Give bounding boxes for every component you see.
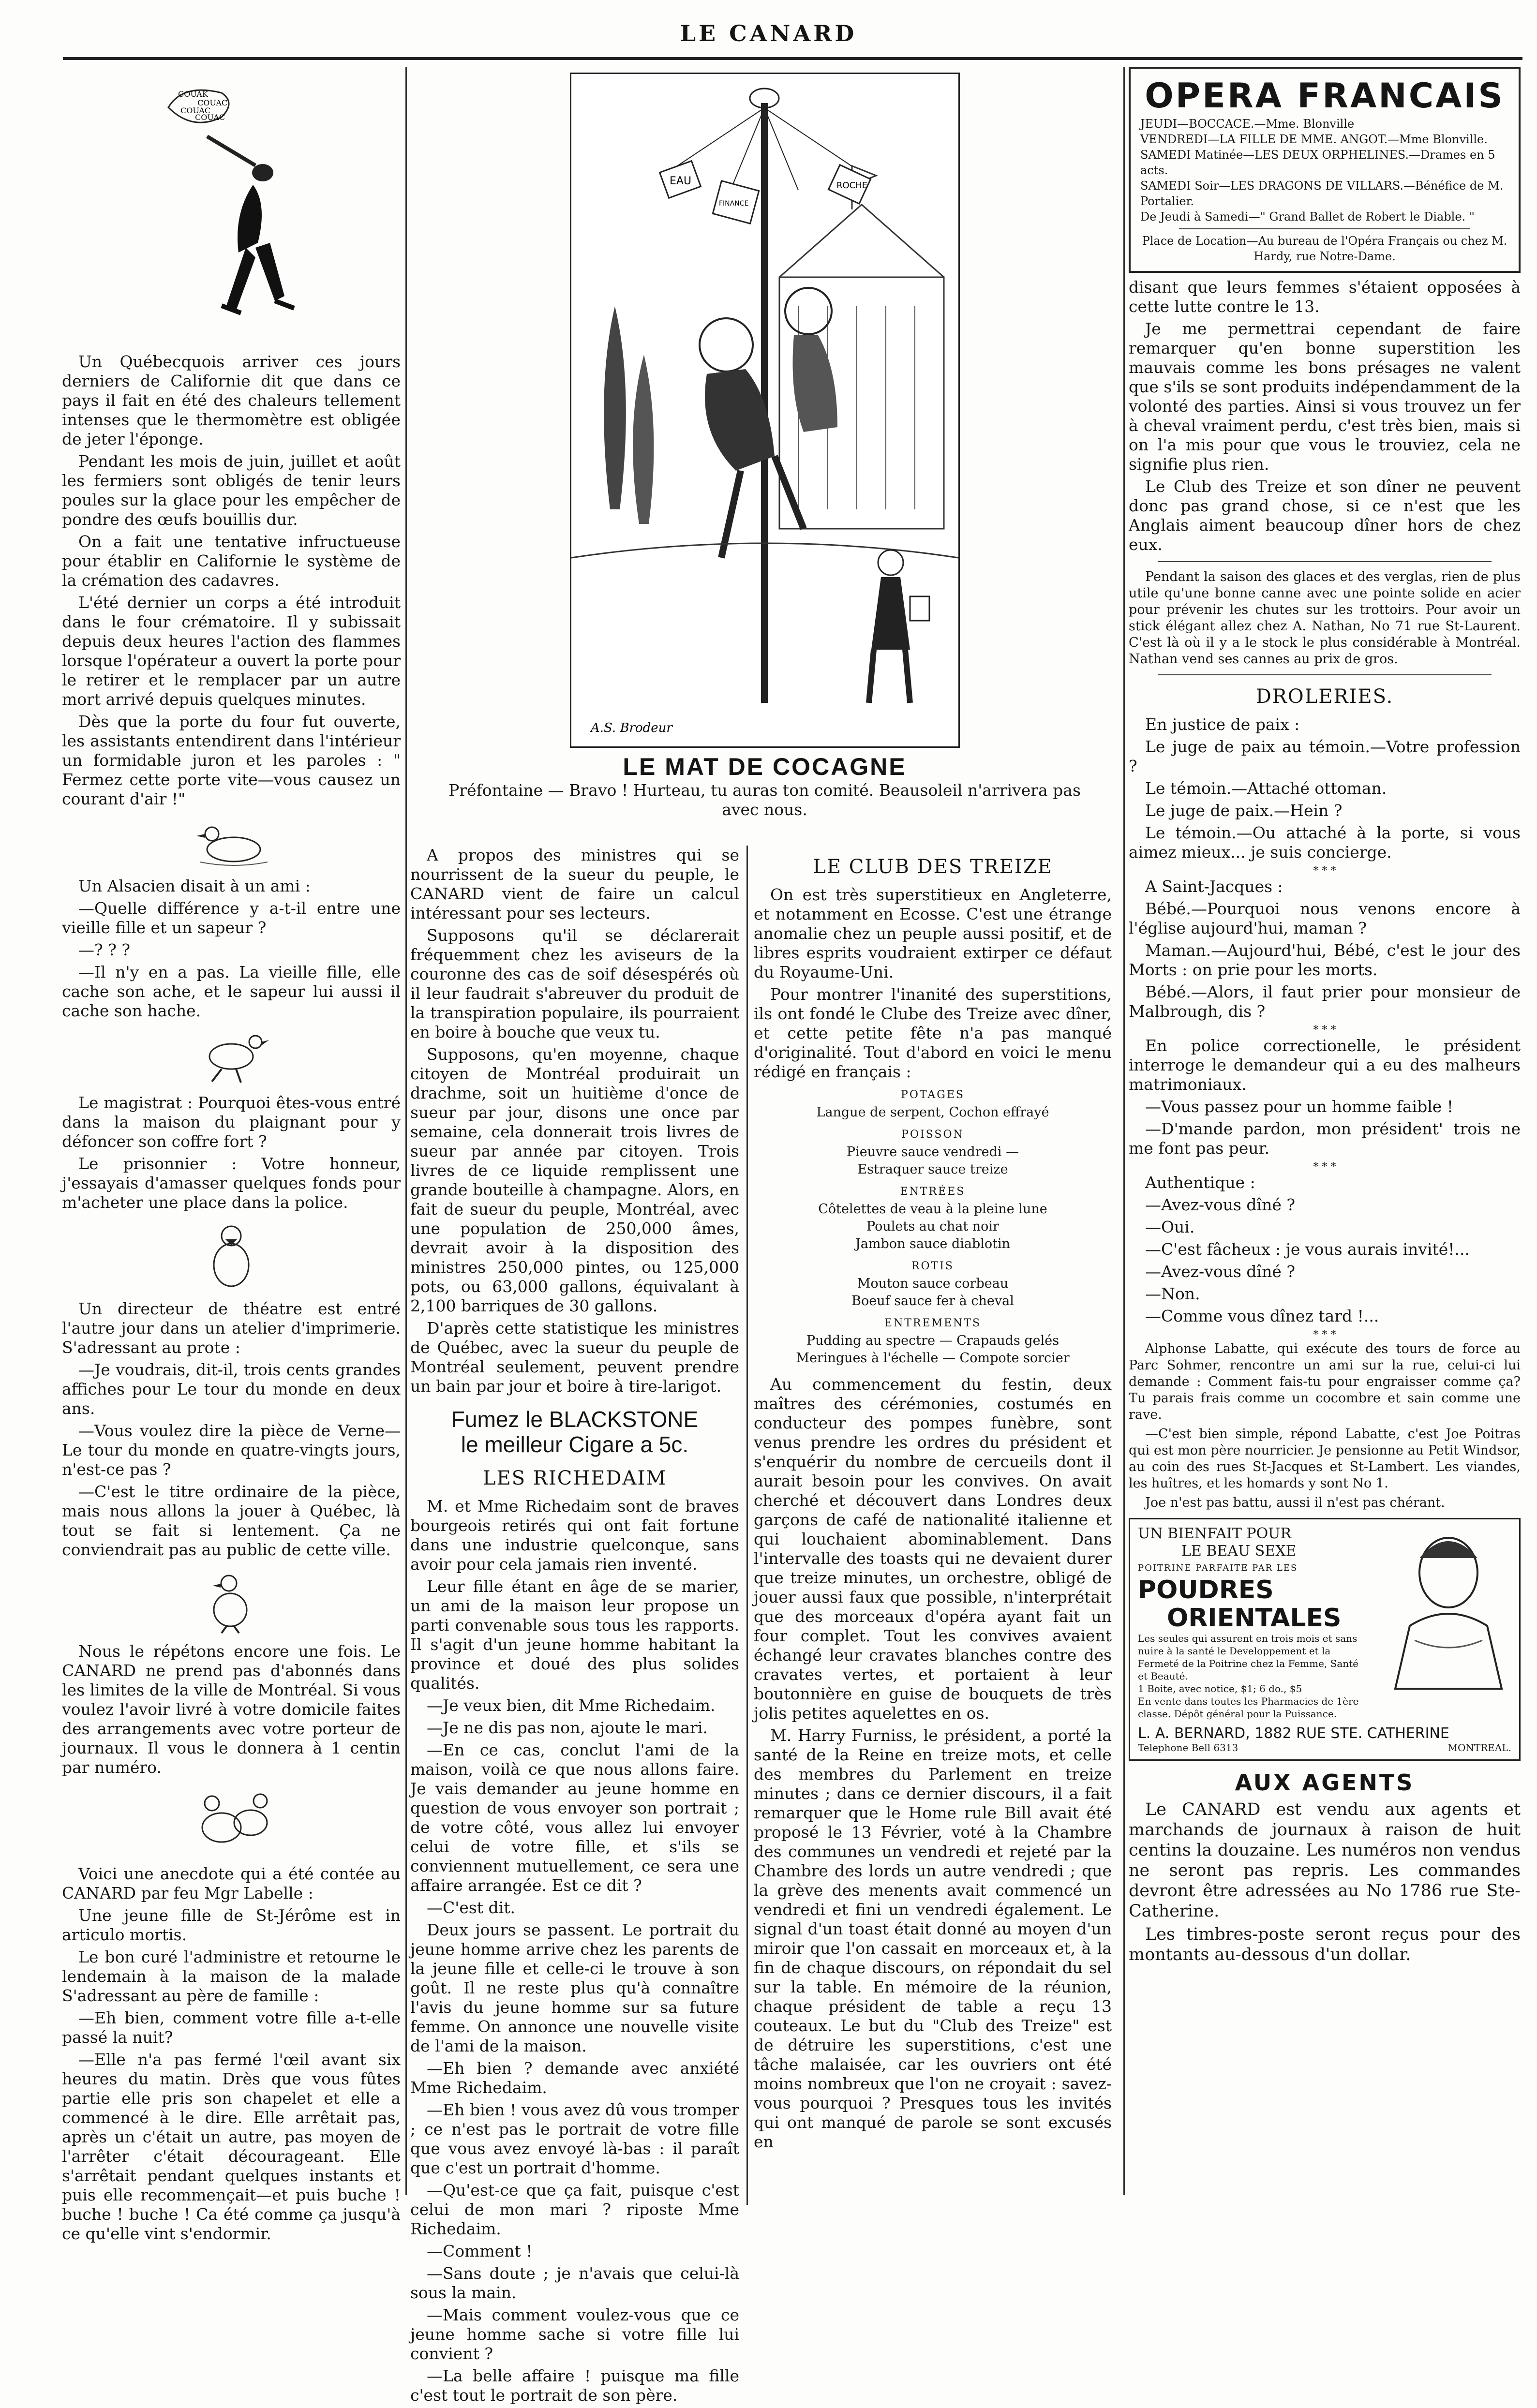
center-left-subcolumn <box>410 846 739 2408</box>
masthead-title: LE CANARD <box>680 20 857 46</box>
joke-line: Le juge de paix.—Hein ? <box>1145 801 1343 820</box>
cartoon-title: LE MAT DE COCAGNE <box>623 753 907 780</box>
joke-line: —C'est fâcheux : je vous aurais invité!... <box>1145 1240 1470 1259</box>
menu-item: Pieuvre sauce vendredi — <box>846 1145 1019 1159</box>
paragraph: —Je veux bien, dit Mme Richedaim. <box>427 1696 716 1715</box>
menu-category: ENTREMENTS <box>884 1317 982 1329</box>
paragraph: Les timbres-poste seront reçus pour des montants au-dessous d'un dollar. <box>1129 1925 1521 1964</box>
ad-city: MONTREAL. <box>1447 1742 1511 1754</box>
club-treize-title: LE CLUB DES TREIZE <box>813 856 1053 878</box>
paragraph: Deux jours se passent. Le portrait du jeune homme arrive chez les parents de la jeune fille et celle-ci le trouve à son goût. Il ne reste plus qu'à connaître l'avis du jeune homme sur sa future femme. On annonce une nouvelle visite de l'ami de la maison. <box>410 1920 739 2055</box>
paragraph: Dès que la porte du four fut ouverte, les assistants entendirent dans l'intérieur un formidable juron et les paroles : " Fermez cette porte vite—vous causez un courant d'air !" <box>62 712 401 808</box>
paragraph: D'après cette statistique les ministres de Québec, avec la sueur du peuple de Montréal seulement, peuvent prendre un bain par jour et boire à tire-larigot. <box>410 1319 739 1396</box>
ad-price: 1 Boite, avec notice, $1; 6 do., $5 <box>1138 1683 1302 1695</box>
poudres-orientales-ad <box>1129 1518 1521 1761</box>
opera-francais-ad <box>1129 67 1521 273</box>
paragraph: Supposons, qu'en moyenne, chaque citoyen de Montréal produirait un drachme, soit un huitième d'once de sueur par jour, disons une once par semaine, cela donnerait trois livres de sueur par année par citoyen. Trois livres de ce liquide remplissent une grande bouteille à champagne. Alors, en fait de sueur du peuple, Montréal, avec une population de 250,000 âmes, devrait avoir à la disposition des ministres 250,000 pintes, ou 125,000 pots, ou 63,000 gallons, équivalant à 2,100 barriques de 30 gallons. <box>410 1045 739 1315</box>
paragraph: L'été dernier un corps a été introduit dans le four crématoire. Il y subissait depuis deux heures l'action des flammes lorsque l'opérateur a ouvert la porte pour le retirer et le remplacer par un autre mort arrivé depuis quelques minutes. <box>62 593 401 709</box>
cartoon-caption: Préfontaine — Bravo ! Hurteau, tu auras ton comité. Beausoleil n'arrivera pas avec nous. <box>448 781 1081 819</box>
menu-item: Pudding au spectre — Crapauds gelés <box>806 1333 1059 1348</box>
ad-product: ORIENTALES <box>1167 1604 1342 1633</box>
ad-sold: En vente dans toutes les Pharmacies de 1ère classe. Dépôt général pour la Puissance. <box>1138 1695 1359 1720</box>
sound-label: COUAK <box>178 89 208 99</box>
top-rule <box>63 57 1522 60</box>
paragraph: —Qu'est-ce que ça fait, puisque c'est celui de mon mari ? riposte Mme Richedaim. <box>410 2181 739 2238</box>
trumpeter-illustration <box>149 74 313 344</box>
menu-item: Langue de serpent, Cochon effrayé <box>816 1105 1049 1120</box>
joke-line: —Avez-vous dîné ? <box>1145 1195 1296 1214</box>
paragraph: Le Club des Treize et son dîner ne peuvent donc pas grand chose, si ce n'est que les Anglais aiment beaucoup dîner hors de chez eux. <box>1129 477 1521 554</box>
paragraph: Un directeur de théatre est entré l'autre jour dans un atelier d'imprimerie. S'adressant au prote : <box>62 1299 401 1357</box>
aux-agents-title: AUX AGENTS <box>1235 1769 1415 1796</box>
sound-label: COUAC <box>197 98 228 107</box>
joke-line: Bébé.—Pourquoi nous venons encore à l'église aujourd'hui, maman ? <box>1129 899 1521 937</box>
opera-line: VENDREDI—LA FILLE DE MME. ANGOT.—Mme Blonville. <box>1140 133 1488 146</box>
paragraph: Supposons qu'il se déclarerait fréquemment chez les aviseurs de la couronne des cas de soif désespérés où il leur faudrait s'abreuver du produit de la transpiration populaire, ils pourraient en boire à bouche que veux tu. <box>410 926 739 1041</box>
menu-item: Mouton sauce corbeau <box>857 1276 1009 1291</box>
paragraph: Le CANARD est vendu aux agents et marchands de journaux à raison de huit centins la douzaine. Les numéros non vendus ne seront pas repris. Les commandes devront être adressées au No 1786 rue Ste-Catherine. <box>1129 1800 1521 1921</box>
paragraph: Le bon curé l'administre et retourne le lendemain à la maison de la malade S'adressant au père de famille : <box>62 1947 401 2005</box>
paragraph: —Comment ! <box>427 2242 533 2260</box>
paragraph: —Elle n'a pas fermé l'œil avant six heures du matin. Drès que vous fûtes partie elle pris son chapelet et elle a commencé à le dire. Elle arrêtait pas, après un c'était un autre, pas moyen de l'arrêter c'était décourageant. Elle s'arrêtait pendant quelques instants et puis elle recommençait—et puis buche ! buche ! buche ! Ca été comme ça jusqu'à ce qu'elle vint s'endormir. <box>62 2050 401 2243</box>
paragraph: —La belle affaire ! puisque ma fille c'est tout le portrait de son père. <box>410 2366 739 2405</box>
duck-running-icon <box>193 1027 270 1085</box>
opera-line: JEUDI—BOCCACE.—Mme. Blonville <box>1140 117 1355 131</box>
duck-front-icon <box>202 1219 260 1292</box>
nathan-ad: Pendant la saison des glaces et des verglas, rien de plus utile qu'une bonne canne avec une pointe solide en acier pour prévenir les chutes sur les trottoirs. Pour avoir un stick élégant allez chez A. Nathan, No 71 rue St-Laurent. C'est là où il y a le stock le plus considérable à Montréal. Nathan vend ses cannes au prix de gros. <box>1129 569 1521 667</box>
opera-line: De Jeudi à Samedi—" Grand Ballet de Robert le Diable. " <box>1140 210 1475 223</box>
labatte-ad: —C'est bien simple, répond Labatte, c'est Joe Poitras qui est mon père nourricier. Je pensionne au Petit Windsor, au coin des rues St-Jacques et St-Lambert. Les viandes, les huîtres, et les homards y sont No 1. <box>1129 1427 1521 1491</box>
opera-title: OPERA FRANCAIS <box>1145 76 1505 116</box>
sound-label: COUAC <box>180 106 211 115</box>
joke-line: Le juge de paix au témoin.—Votre profession ? <box>1129 737 1521 775</box>
paragraph: —Eh bien ! vous avez dû vous tromper ; ce n'est pas le portrait de votre fille que vous avez envoyé là-bas : il paraît que c'est un portrait d'homme. <box>410 2100 739 2177</box>
paragraph: Le prisonnier : Votre honneur, j'essayais d'amasser quelques fonds pour m'acheter une place dans la police. <box>62 1154 401 1212</box>
paragraph: Un Québecquois arriver ces jours derniers de Californie dit que dans ce pays il fait en été des chaleurs tellement intenses que le thermomètre est obligée de jeter l'éponge. <box>62 352 401 448</box>
joke-line: En police correctionelle, le président interroge le demandeur qui a eu des malheurs matrimoniaux. <box>1129 1036 1521 1094</box>
duck-standing-icon <box>202 1566 260 1634</box>
paragraph: —Quelle différence y a-t-il entre une vieille fille et un sapeur ? <box>62 899 401 937</box>
paragraph: —C'est dit. <box>427 1898 515 1917</box>
paragraph: Au commencement du festin, deux maîtres des cérémonies, costumés en conducteur des pompes funèbre, sont venus prendre les ordres du président et s'enquérir du nombre de cercueils dont il aurait besoin pour les convives. On avait cherché et découvert dans Londres deux garçons de café de nationalité italienne et qui louchaient abominablement. Dans l'intervalle des toasts qui ne devaient durer que treize minutes, un orchestre, obligé de jouer aussi faux que possible, n'interprétait que des morceaux d'opéra ayant fait un four complet. Tout les convives avaient échangé leur cravates blanches contre des cravates vertes, et portaient à leur boutonnière en guise de bouquets de très jolis petites aquelettes en os. <box>754 1375 1112 1723</box>
opera-line: SAMEDI Matinée—LES DEUX ORPHELINES.—Drames en 5 acts. <box>1140 148 1495 177</box>
club-menu <box>754 1086 1112 1367</box>
joke-line: —Oui. <box>1145 1218 1195 1236</box>
labatte-ad: Alphonse Labatte, qui exécute des tours de force au Parc Sohmer, rencontre un ami sur la rue, celui-ci lui demande : Comment fais-tu pour engraisser comme ça? Tu parais frais comme un cocombre et sain comme une rave. <box>1129 1341 1521 1422</box>
blackstone-line-1: Fumez le BLACKSTONE <box>451 1407 699 1432</box>
subcolumn-divider <box>746 846 748 2205</box>
paragraph: —Il n'y en a pas. La vieille fille, elle cache son ache, et le sapeur lui aussi il cache son hache. <box>62 963 401 1020</box>
labatte-ad: Joe n'est pas battu, aussi il n'est pas chérant. <box>1145 1495 1445 1510</box>
paragraph: —Je voudrais, dit-il, trois cents grandes affiches pour Le tour du monde en deux ans. <box>62 1360 401 1418</box>
menu-item: Jambon sauce diablotin <box>855 1236 1011 1251</box>
ad-headline: UN BIENFAIT POUR <box>1138 1525 1292 1542</box>
paragraph: Nous le répétons encore une fois. Le CANARD ne prend pas d'abonnés dans les limites de la ville de Montréal. Si vous voulez l'avoir livré à votre domicile faites des arrangements avec votre porteur de journaux. Il vous le donnera à 1 centin par numéro. <box>62 1642 401 1777</box>
joke-line: Bébé.—Alors, il faut prier pour monsieur de Malbrough, dis ? <box>1129 982 1521 1021</box>
paragraph: Une jeune fille de St-Jérôme est in articulo mortis. <box>62 1906 401 1944</box>
prize-label-roche: ROCHE <box>836 180 867 191</box>
menu-item: Estraquer sauce treize <box>857 1162 1008 1177</box>
joke-line: A Saint-Jacques : <box>1145 877 1283 896</box>
joke-line: —Vous passez pour un homme faible ! <box>1145 1097 1454 1116</box>
paragraph: Je me permettrai cependant de faire remarquer qu'en bonne superstition les mauvais comme les bons présages ne valent que s'ils se sont produits indépendamment de la volonté des parties. Ainsi si vous trouvez un fer à cheval vraiment perdu, c'est très bien, mais si on l'a mis pour que vous le trouviez, cela ne signifie plus rien. <box>1129 319 1521 474</box>
right-column: OPERA FRANCAIS JEUDI—BOCCACE.—Mme. Blonville VENDREDI—LA FILLE DE MME. ANGOT.—Mme Blonville. SAMEDI Matinée—LES DEUX ORPHELINES.—Drames en 5 acts. SAMEDI Soir—LES DRAGONS DE VILLARS.—Bénéfice de M. Portalier. De Jeudi à Samedi—" Grand Ballet de Robert le Diable. " Place de Location—Au bureau de l'Opéra Français ou chez M. Hardy, rue Notre-Dame. disant que leurs femmes s'étaient opposées à cette lutte contre le 13. Je me permettrai cependant de faire remarquer qu'en bonne superstition les mauvais comme les bons présages ne valent que s'ils se sont produits indépendamment de la volonté des parties. Ainsi si vous trouvez un fer à cheval vraiment perdu, c'est très bien, mais si on l'a mis pour que vous le trouviez, cela ne signifie plus rien. Le Club des Treize et son dîner ne peuvent donc pas grand chose, si ce n'est que les Anglais aiment beaucoup dîner hors de chez eux. Pendant la saison des glaces et des verglas, rien de plus utile qu'une bonne canne avec une pointe solide en acier pour prévenir les chutes sur les trottoirs. Pour avoir un stick élégant allez chez A. Nathan, No 71 rue St-Laurent. C'est là où il y a le stock le plus considérable à Montréal. Nathan vend ses cannes au prix de gros. DROLERIES. En justice de paix : Le juge de paix au témoin.—Votre profession ? Le témoin.—Attaché ottoman. Le juge de paix.—Hein ? Le témoin.—Ou attaché à la porte, si vous aimez mieux... je suis concierge. * * * A Saint-Jacques : Bébé.—Pourquoi nous venons encore à l'église aujourd'hui, maman ? Maman.—Aujourd'hui, Bébé, c'est le jour des Morts : on prie pour les morts. Bébé.—Alors, il faut prier pour monsieur de Malbrough, dis ? * * * En police correctionelle, le président interroge le demandeur qui a eu des malheurs matrimoniaux. —Vous passez pour un homme faible ! —D'mande pardon, mon président' trois ne me font pas peur. * * * Authentique : —Avez-vous dîné ? —Oui. —C'est fâcheux : je vous aurais invité!... —Avez-vous dîné ? —Non. —Comme vous dînez tard !... * * * Alphonse Labatte, qui exécute des tours de force au Parc Sohmer, rencontre un ami sur la rue, celui-ci lui demande : Comment fais-tu pour engraisser comme ça? Tu parais frais comme un cocombre et sain comme une rave. —C'est bien simple, répond Labatte, c'est Joe Poitras qui est mon père nourricier. Je pensionne au Petit Windsor, au coin des rues St-Jacques et St-Lambert. Les viandes, les huîtres, et les homards y sont No 1. Joe n'est pas battu, aussi il n'est pas chérant. UN BIENFAIT POUR LE BEAU SEXE POITRINE PARFAITE PAR LES POUDRES ORIENTALES Les seules qui assurent en trois mois et sans nuire à la santé le Developpement et la Fermeté de la Poitrine chez la Femme, Santé et Beauté. 1 Boite, avec notice, $1; 6 do., $5 En vente dans toutes les Pharmacies de 1ère classe. Dépôt général pour la Puissance. L. A. BERNARD, 1882 RUE STE. CATHERINE Telephone Bell 6313 MONTREAL. AUX AGENTS Le CANARD est vendu aux agents et marchands de journaux à raison de huit centins la douzaine. Les numéros non vendus ne seront pas repris. Les commandes devront être adressées au No 1786 rue Ste-Catherine. Les timbres-poste seront reçus pour des montants au-dessous d'un dollar. <box>1129 67 1521 2205</box>
masthead <box>0 0 1537 58</box>
paragraph: —Vous voulez dire la pièce de Verne—Le tour du monde en quatre-vingts jours, n'est-ce pas ? <box>62 1421 401 1479</box>
menu-item: Meringues à l'échelle — Compote sorcier <box>796 1351 1070 1366</box>
paragraph: —Sans doute ; je n'avais que celui-là sous la main. <box>410 2264 739 2302</box>
joke-line: —Comme vous dînez tard !... <box>1145 1307 1379 1325</box>
paragraph: —En ce cas, conclut l'ami de la maison, voilà ce que nous allons faire. Je vais demander au jeune homme en question de vous envoyer son portrait ; de votre côté, vous allez lui envoyer celui de votre fille, et s'ils se conviennent mutuellement, ce sera une affaire arrangée. Est ce dit ? <box>410 1740 739 1895</box>
ad-telephone: Telephone Bell 6313 <box>1138 1742 1239 1754</box>
paragraph: Pour montrer l'inanité des superstitions, ils ont fondé le Clube des Treize avec dîner, et cette petite fête n'a pas manqué d'originalité. Tout d'abord en voici le menu rédigé en français : <box>754 985 1112 1081</box>
artist-signature: A.S. Brodeur <box>590 721 672 735</box>
richedaim-title: LES RICHEDAIM <box>482 1467 667 1489</box>
column-divider <box>405 67 407 2195</box>
paragraph: —? ? ? <box>78 940 131 959</box>
paragraph: M. et Mme Richedaim sont de braves bourgeois retirés qui ont fait fortune dans une industrie quelconque, sans avoir pour cela jamais rien inventé. <box>410 1497 739 1574</box>
joke-line: —Avez-vous dîné ? <box>1145 1262 1296 1281</box>
sound-label: COUAC <box>195 113 225 122</box>
woman-portrait-illustration <box>1376 1529 1511 1689</box>
droleries-title: DROLERIES. <box>1255 685 1394 708</box>
menu-category: POISSON <box>901 1129 964 1141</box>
paragraph: Voici une anecdote qui a été contée au CANARD par feu Mgr Labelle : <box>62 1864 401 1903</box>
blackstone-line-2: le meilleur Cigare a 5c. <box>461 1432 689 1457</box>
menu-category: POTAGES <box>901 1089 965 1101</box>
ad-product: POUDRES <box>1138 1576 1274 1605</box>
paragraph: Leur fille étant en âge de se marier, un ami de la maison leur propose un parti convenable sous tous les rapports. Il s'agit d'un jeune homme habitant la province et doué des plus solides qualités. <box>410 1577 739 1693</box>
paragraph: —Eh bien, comment votre fille a-t-elle passé la nuit? <box>62 2008 401 2047</box>
divider <box>1158 674 1492 675</box>
prize-label-finance: FINANCE <box>718 200 748 208</box>
ducks-pair-icon <box>183 1784 280 1857</box>
opera-schedule <box>1140 116 1509 264</box>
center-right-subcolumn <box>754 846 1112 2155</box>
paragraph: —Je ne dis pas non, ajoute le mari. <box>427 1718 708 1737</box>
paragraph: On a fait une tentative infructueuse pour établir en Californie le système de la crémation des cadavres. <box>62 532 401 590</box>
menu-item: Poulets au chat noir <box>866 1219 999 1234</box>
duck-icon <box>190 816 272 869</box>
joke-line: —Non. <box>1145 1284 1200 1303</box>
joke-line: —D'mande pardon, mon président' trois ne me font pas peur. <box>1129 1119 1521 1158</box>
paragraph: disant que leurs femmes s'étaient opposées à cette lutte contre le 13. <box>1129 278 1521 316</box>
center-column <box>410 67 1119 2405</box>
menu-item: Boeuf sauce fer à cheval <box>851 1293 1014 1308</box>
opera-location: Place de Location—Au bureau de l'Opéra Français ou chez M. Hardy, rue Notre-Dame. <box>1142 234 1507 263</box>
paragraph: —Mais comment voulez-vous que ce jeune homme sache si votre fille lui convient ? <box>410 2305 739 2363</box>
paragraph: Un Alsacien disait à un ami : <box>78 877 311 895</box>
menu-category: ENTRÉES <box>900 1186 966 1198</box>
column-divider <box>1123 67 1125 2195</box>
paragraph: On est très superstitieux en Angleterre, et notamment en Ecosse. C'est une étrange anomalie chez un peuple aussi positif, et de libres esprits voudraient extirper ce défaut du Royaume-Uni. <box>754 885 1112 981</box>
joke-line: Maman.—Aujourd'hui, Bébé, c'est le jour des Morts : on prie pour les morts. <box>1129 941 1521 979</box>
joke-line: En justice de paix : <box>1145 715 1300 734</box>
paragraph: Le magistrat : Pourquoi êtes-vous entré dans la maison du plaignant pour y défoncer son coffre fort ? <box>62 1093 401 1151</box>
ad-text: Les seules qui assurent en trois mois et sans nuire à la santé le Developpement et la Fermeté de la Poitrine chez la Femme, Santé et Beauté. <box>1138 1633 1359 1682</box>
ad-headline: LE BEAU SEXE <box>1181 1543 1297 1560</box>
joke-line: Le témoin.—Ou attaché à la porte, si vous aimez mieux... je suis concierge. <box>1129 823 1521 862</box>
paragraph: Pendant les mois de juin, juillet et août les fermiers sont obligés de tenir leurs poules sur la glace pour les empêcher de pondre des œufs bouillis dur. <box>62 452 401 529</box>
ad-subhead: POITRINE PARFAITE PAR LES <box>1138 1563 1298 1573</box>
left-column <box>62 67 401 2243</box>
menu-category: ROTIS <box>911 1260 955 1272</box>
cartoon-illustration <box>570 73 960 748</box>
paragraph: —C'est le titre ordinaire de la pièce, mais nous allons la jouer à Québec, là tout se fait si lentement. Ça ne conviendrait pas au public de cette ville. <box>62 1482 401 1559</box>
paragraph: —Eh bien ? demande avec anxiété Mme Richedaim. <box>410 2059 739 2097</box>
divider <box>1158 561 1492 562</box>
ad-address: L. A. BERNARD, 1882 RUE STE. CATHERINE <box>1138 1725 1449 1742</box>
joke-line: Authentique : <box>1145 1173 1255 1192</box>
joke-line: Le témoin.—Attaché ottoman. <box>1145 779 1387 798</box>
menu-item: Côtelettes de veau à la pleine lune <box>818 1202 1047 1217</box>
prize-label-eau: EAU <box>669 175 691 187</box>
opera-line: SAMEDI Soir—LES DRAGONS DE VILLARS.—Bénéfice de M. Portalier. <box>1140 179 1504 208</box>
blackstone-ad <box>410 1407 739 1457</box>
paragraph: M. Harry Furniss, le président, a porté la santé de la Reine en treize mots, et celle des membres du Parlement en treize minutes ; dans ce dernier discours, il a fait remarquer que le Home rule Bill avait été proposé le 13 Février, voté à la Chambre des communes un vendredi et rejeté par la Chambre des lords un autre vendredi ; que la grève des menents avait commencé un vendredi et fini un vendredi également. Le signal d'un toast était donné au moyen d'un miroir que l'on cassait en morceaux et, à la fin de chaque discours, on répondait du sel sur la table. En mémoire de la réunion, chaque président de table a reçu 13 couteaux. Le but du "Club des Treize" est de détruire les superstitions, c'est une tâche malaisée, car les ouvriers ont été moins nombreux que l'on ne croyait : savez-vous pourquoi ? Presques tous les invités qui ont manqué de parole se sont excusés en <box>754 1726 1112 2151</box>
paragraph: A propos des ministres qui se nourrissent de la sueur du peuple, le CANARD vient de faire un calcul intéressant pour ses lecteurs. <box>410 846 739 922</box>
